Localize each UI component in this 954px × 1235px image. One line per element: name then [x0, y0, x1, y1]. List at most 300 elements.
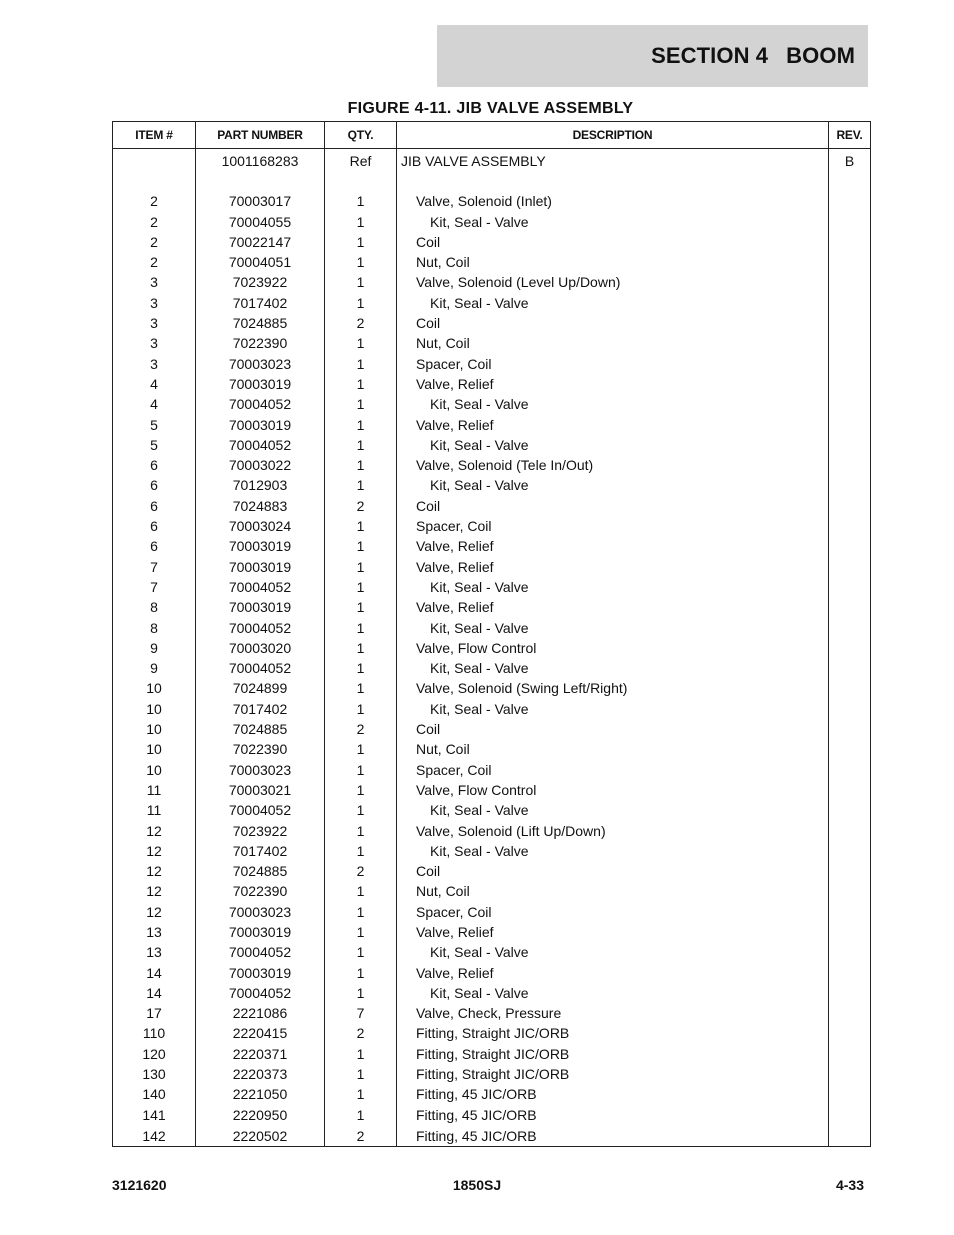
description-text: Kit, Seal - Valve — [430, 294, 529, 311]
description-cell — [397, 435, 829, 455]
item-cell: 8 — [113, 597, 196, 617]
qty-cell: 2 — [325, 313, 397, 333]
description-text: Nut, Coil — [416, 741, 470, 758]
qty-cell: 1 — [325, 881, 397, 901]
section-banner — [437, 25, 868, 87]
part-number-cell: 70003024 — [196, 516, 325, 536]
part-number-cell: 70003019 — [196, 415, 325, 435]
description-cell — [397, 821, 829, 841]
item-cell: 12 — [113, 841, 196, 861]
part-number-cell: 2220950 — [196, 1105, 325, 1125]
table-row — [113, 252, 871, 272]
description-cell — [397, 272, 829, 292]
part-number-cell: 7024899 — [196, 678, 325, 698]
rev-cell — [829, 983, 871, 1003]
rev-cell — [829, 1064, 871, 1084]
rev-cell — [829, 577, 871, 597]
rev-cell — [829, 1105, 871, 1125]
description-cell — [397, 516, 829, 536]
description-text: Valve, Relief — [416, 538, 494, 555]
qty-cell: 1 — [325, 293, 397, 313]
description-cell — [397, 557, 829, 577]
description-text: Nut, Coil — [416, 335, 470, 352]
qty-cell: 1 — [325, 922, 397, 942]
item-cell: 14 — [113, 983, 196, 1003]
table-header-row — [113, 122, 871, 149]
rev-cell — [829, 963, 871, 983]
description-cell — [397, 678, 829, 698]
table-row — [113, 232, 871, 252]
item-cell: 6 — [113, 536, 196, 556]
part-number-cell: 7017402 — [196, 841, 325, 861]
item-cell: 3 — [113, 333, 196, 353]
rev-cell — [829, 1044, 871, 1064]
table-row — [113, 658, 871, 678]
description-cell — [397, 942, 829, 962]
description-cell — [397, 191, 829, 211]
item-cell: 6 — [113, 496, 196, 516]
item-cell: 3 — [113, 354, 196, 374]
assembly-row — [113, 149, 871, 172]
part-number-cell: 70003023 — [196, 902, 325, 922]
description-cell — [397, 760, 829, 780]
qty-cell: 1 — [325, 699, 397, 719]
section-label: SECTION 4 — [651, 43, 769, 68]
qty-cell: 1 — [325, 374, 397, 394]
qty-cell: 1 — [325, 536, 397, 556]
part-number-cell: 70003019 — [196, 374, 325, 394]
table-row — [113, 983, 871, 1003]
item-cell: 9 — [113, 638, 196, 658]
description-text: Coil — [416, 233, 441, 250]
rev-cell — [829, 760, 871, 780]
part-number-cell: 7024883 — [196, 496, 325, 516]
item-cell: 12 — [113, 861, 196, 881]
description-text: Fitting, Straight JIC/ORB — [416, 1066, 570, 1083]
item-cell: 3 — [113, 272, 196, 292]
description-cell — [397, 922, 829, 942]
description-text: Valve, Solenoid (Level Up/Down) — [416, 274, 621, 291]
spacer-row — [113, 171, 871, 191]
qty-cell: 1 — [325, 638, 397, 658]
description-text: Spacer, Coil — [416, 761, 492, 778]
table-row — [113, 333, 871, 353]
qty-cell: 2 — [325, 861, 397, 881]
table-row — [113, 496, 871, 516]
table-row — [113, 881, 871, 901]
description-cell — [397, 455, 829, 475]
assembly-description: JIB VALVE ASSEMBLY — [397, 149, 829, 172]
description-cell — [397, 597, 829, 617]
rev-cell — [829, 536, 871, 556]
description-text: Kit, Seal - Valve — [430, 700, 529, 717]
item-cell: 2 — [113, 212, 196, 232]
qty-cell: 2 — [325, 1023, 397, 1043]
rev-cell — [829, 1023, 871, 1043]
description-cell — [397, 394, 829, 414]
footer-model: 1850SJ — [452, 1177, 502, 1193]
table-row — [113, 1003, 871, 1023]
item-cell: 3 — [113, 313, 196, 333]
rev-cell — [829, 252, 871, 272]
description-text: Valve, Relief — [416, 599, 494, 616]
qty-cell: 1 — [325, 618, 397, 638]
table-row — [113, 719, 871, 739]
table-row — [113, 536, 871, 556]
item-cell: 2 — [113, 191, 196, 211]
description-text: Spacer, Coil — [416, 355, 492, 372]
qty-cell: 1 — [325, 678, 397, 698]
description-cell — [397, 496, 829, 516]
table-row — [113, 272, 871, 292]
table-row — [113, 415, 871, 435]
description-text: Coil — [416, 721, 441, 738]
part-number-cell: 7012903 — [196, 475, 325, 495]
part-number-cell: 70004052 — [196, 577, 325, 597]
description-text: Valve, Solenoid (Tele In/Out) — [416, 457, 594, 474]
part-number-cell: 70004052 — [196, 394, 325, 414]
rev-cell — [829, 800, 871, 820]
item-cell: 2 — [113, 252, 196, 272]
description-cell — [397, 1125, 829, 1147]
rev-cell — [829, 699, 871, 719]
item-cell: 11 — [113, 800, 196, 820]
part-number-cell: 7024885 — [196, 313, 325, 333]
item-cell: 12 — [113, 902, 196, 922]
table-row — [113, 516, 871, 536]
rev-cell — [829, 435, 871, 455]
part-number-cell: 70004052 — [196, 983, 325, 1003]
table-row — [113, 455, 871, 475]
description-text: Coil — [416, 497, 441, 514]
qty-cell: 7 — [325, 1003, 397, 1023]
part-number-cell: 2221050 — [196, 1084, 325, 1104]
qty-cell: 1 — [325, 252, 397, 272]
rev-cell — [829, 597, 871, 617]
rev-cell — [829, 719, 871, 739]
description-text: Kit, Seal - Valve — [430, 477, 529, 494]
item-cell: 6 — [113, 516, 196, 536]
description-cell — [397, 638, 829, 658]
rev-cell — [829, 394, 871, 414]
table-row — [113, 435, 871, 455]
description-text: Fitting, 45 JIC/ORB — [416, 1106, 537, 1123]
description-cell — [397, 699, 829, 719]
part-number-cell: 2221086 — [196, 1003, 325, 1023]
qty-cell: 1 — [325, 577, 397, 597]
part-number-cell: 70004052 — [196, 800, 325, 820]
rev-cell — [829, 902, 871, 922]
qty-cell: 2 — [325, 719, 397, 739]
rev-cell — [829, 1084, 871, 1104]
description-cell — [397, 841, 829, 861]
description-cell — [397, 1044, 829, 1064]
description-text: Kit, Seal - Valve — [430, 396, 529, 413]
item-cell: 11 — [113, 780, 196, 800]
description-cell — [397, 536, 829, 556]
description-text: Coil — [416, 315, 441, 332]
description-text: Spacer, Coil — [416, 903, 492, 920]
rev-cell — [829, 313, 871, 333]
qty-cell: 1 — [325, 821, 397, 841]
description-text: Kit, Seal - Valve — [430, 619, 529, 636]
part-number-cell: 70004052 — [196, 618, 325, 638]
item-cell: 17 — [113, 1003, 196, 1023]
part-number-cell: 70004052 — [196, 435, 325, 455]
item-cell: 6 — [113, 475, 196, 495]
table-row — [113, 780, 871, 800]
qty-cell: 1 — [325, 475, 397, 495]
rev-cell — [829, 1125, 871, 1147]
description-cell — [397, 313, 829, 333]
table-row — [113, 760, 871, 780]
rev-cell — [829, 841, 871, 861]
description-cell — [397, 1003, 829, 1023]
qty-cell: 1 — [325, 658, 397, 678]
part-number-cell: 7023922 — [196, 272, 325, 292]
table-row — [113, 800, 871, 820]
qty-cell: 2 — [325, 496, 397, 516]
table-row — [113, 841, 871, 861]
rev-cell — [829, 638, 871, 658]
description-text: Kit, Seal - Valve — [430, 842, 529, 859]
description-text: Valve, Solenoid (Inlet) — [416, 193, 552, 210]
qty-cell: 1 — [325, 435, 397, 455]
table-row — [113, 902, 871, 922]
rev-cell — [829, 821, 871, 841]
description-cell — [397, 861, 829, 881]
description-text: Kit, Seal - Valve — [430, 213, 529, 230]
item-cell: 13 — [113, 942, 196, 962]
rev-cell — [829, 415, 871, 435]
parts-table — [112, 121, 871, 1147]
description-text: Fitting, 45 JIC/ORB — [416, 1086, 537, 1103]
description-cell — [397, 1084, 829, 1104]
table-row — [113, 618, 871, 638]
qty-cell: 1 — [325, 354, 397, 374]
item-cell: 120 — [113, 1044, 196, 1064]
description-cell — [397, 577, 829, 597]
rev-cell — [829, 333, 871, 353]
part-number-cell: 70003019 — [196, 597, 325, 617]
description-text: Valve, Relief — [416, 416, 494, 433]
rev-cell — [829, 942, 871, 962]
table-row — [113, 597, 871, 617]
part-number-cell: 70004051 — [196, 252, 325, 272]
table-row — [113, 638, 871, 658]
part-number-cell: 70004052 — [196, 942, 325, 962]
table-row — [113, 1105, 871, 1125]
part-number-cell: 70003019 — [196, 536, 325, 556]
description-cell — [397, 719, 829, 739]
part-number-cell: 70003021 — [196, 780, 325, 800]
item-cell: 12 — [113, 821, 196, 841]
description-text: Kit, Seal - Valve — [430, 660, 529, 677]
description-text: Nut, Coil — [416, 883, 470, 900]
rev-cell — [829, 293, 871, 313]
description-cell — [397, 374, 829, 394]
qty-cell: 1 — [325, 902, 397, 922]
part-number-cell: 2220502 — [196, 1125, 325, 1147]
part-number-cell: 7017402 — [196, 699, 325, 719]
item-cell: 10 — [113, 699, 196, 719]
qty-cell: 1 — [325, 415, 397, 435]
description-cell — [397, 252, 829, 272]
table-row — [113, 1044, 871, 1064]
qty-cell: 1 — [325, 191, 397, 211]
description-text: Kit, Seal - Valve — [430, 984, 529, 1001]
item-cell: 4 — [113, 374, 196, 394]
table-row — [113, 212, 871, 232]
description-text: Valve, Flow Control — [416, 639, 537, 656]
table-row — [113, 699, 871, 719]
part-number-cell: 7024885 — [196, 861, 325, 881]
rev-cell — [829, 272, 871, 292]
description-cell — [397, 658, 829, 678]
part-number-cell: 70003023 — [196, 354, 325, 374]
description-cell — [397, 902, 829, 922]
part-number-cell: 7023922 — [196, 821, 325, 841]
description-text: Valve, Relief — [416, 964, 494, 981]
table-row — [113, 313, 871, 333]
qty-cell: 1 — [325, 516, 397, 536]
description-cell — [397, 1023, 829, 1043]
part-number-cell: 2220415 — [196, 1023, 325, 1043]
qty-cell: 1 — [325, 333, 397, 353]
rev-cell — [829, 1003, 871, 1023]
rev-cell — [829, 881, 871, 901]
description-text: Valve, Check, Pressure — [416, 1005, 562, 1022]
item-cell: 110 — [113, 1023, 196, 1043]
item-cell: 8 — [113, 618, 196, 638]
part-number-cell: 7022390 — [196, 333, 325, 353]
table-row — [113, 293, 871, 313]
description-cell — [397, 800, 829, 820]
rev-cell — [829, 212, 871, 232]
part-number-cell: 7022390 — [196, 739, 325, 759]
rev-cell — [829, 455, 871, 475]
part-number-cell: 70003020 — [196, 638, 325, 658]
item-cell: 142 — [113, 1125, 196, 1147]
assembly-item — [113, 149, 196, 172]
part-number-cell: 70003022 — [196, 455, 325, 475]
description-cell — [397, 475, 829, 495]
description-cell — [397, 881, 829, 901]
rev-cell — [829, 354, 871, 374]
part-number-cell: 2220373 — [196, 1064, 325, 1084]
description-cell — [397, 963, 829, 983]
item-cell: 5 — [113, 415, 196, 435]
item-cell: 3 — [113, 293, 196, 313]
part-number-cell: 7017402 — [196, 293, 325, 313]
item-cell: 10 — [113, 739, 196, 759]
part-number-cell: 70022147 — [196, 232, 325, 252]
assembly-part-number: 1001168283 — [196, 149, 325, 172]
column-header-description: DESCRIPTION — [397, 122, 829, 149]
item-cell: 7 — [113, 577, 196, 597]
item-cell: 2 — [113, 232, 196, 252]
table-row — [113, 191, 871, 211]
description-cell — [397, 618, 829, 638]
item-cell: 10 — [113, 760, 196, 780]
column-header-qty: QTY. — [325, 122, 397, 149]
rev-cell — [829, 496, 871, 516]
rev-cell — [829, 232, 871, 252]
rev-cell — [829, 922, 871, 942]
part-number-cell: 70003019 — [196, 557, 325, 577]
description-cell — [397, 983, 829, 1003]
part-number-cell: 70003019 — [196, 922, 325, 942]
description-cell — [397, 1105, 829, 1125]
item-cell: 9 — [113, 658, 196, 678]
item-cell: 7 — [113, 557, 196, 577]
qty-cell: 1 — [325, 841, 397, 861]
qty-cell: 1 — [325, 983, 397, 1003]
qty-cell: 1 — [325, 1064, 397, 1084]
description-text: Fitting, Straight JIC/ORB — [416, 1025, 570, 1042]
column-header-item: ITEM # — [113, 122, 196, 149]
item-cell: 10 — [113, 678, 196, 698]
qty-cell: 1 — [325, 394, 397, 414]
table-row — [113, 942, 871, 962]
table-row — [113, 821, 871, 841]
rev-cell — [829, 374, 871, 394]
rev-cell — [829, 780, 871, 800]
qty-cell: 1 — [325, 597, 397, 617]
part-number-cell: 70004052 — [196, 658, 325, 678]
description-cell — [397, 739, 829, 759]
qty-cell: 1 — [325, 232, 397, 252]
column-header-rev: REV. — [829, 122, 871, 149]
table-row — [113, 577, 871, 597]
table-row — [113, 475, 871, 495]
qty-cell: 2 — [325, 1125, 397, 1147]
qty-cell: 1 — [325, 455, 397, 475]
qty-cell: 1 — [325, 760, 397, 780]
item-cell: 10 — [113, 719, 196, 739]
table-row — [113, 963, 871, 983]
description-text: Nut, Coil — [416, 254, 470, 271]
qty-cell: 1 — [325, 1105, 397, 1125]
item-cell: 130 — [113, 1064, 196, 1084]
footer-doc-number: 3121620 — [112, 1177, 167, 1193]
description-cell — [397, 212, 829, 232]
description-text: Fitting, Straight JIC/ORB — [416, 1045, 570, 1062]
part-number-cell: 7024885 — [196, 719, 325, 739]
item-cell: 140 — [113, 1084, 196, 1104]
table-row — [113, 1023, 871, 1043]
description-cell — [397, 333, 829, 353]
description-text: Valve, Relief — [416, 375, 494, 392]
part-number-cell: 70003017 — [196, 191, 325, 211]
rev-cell — [829, 557, 871, 577]
rev-cell — [829, 191, 871, 211]
description-text: Valve, Solenoid (Swing Left/Right) — [416, 680, 628, 697]
rev-cell — [829, 861, 871, 881]
item-cell: 14 — [113, 963, 196, 983]
description-text: Valve, Flow Control — [416, 781, 537, 798]
rev-cell — [829, 475, 871, 495]
description-text: Coil — [416, 863, 441, 880]
item-cell: 4 — [113, 394, 196, 414]
table-row — [113, 678, 871, 698]
part-number-cell: 70003019 — [196, 963, 325, 983]
qty-cell: 1 — [325, 1084, 397, 1104]
rev-cell — [829, 516, 871, 536]
table-row — [113, 1125, 871, 1147]
qty-cell: 1 — [325, 780, 397, 800]
qty-cell: 1 — [325, 272, 397, 292]
